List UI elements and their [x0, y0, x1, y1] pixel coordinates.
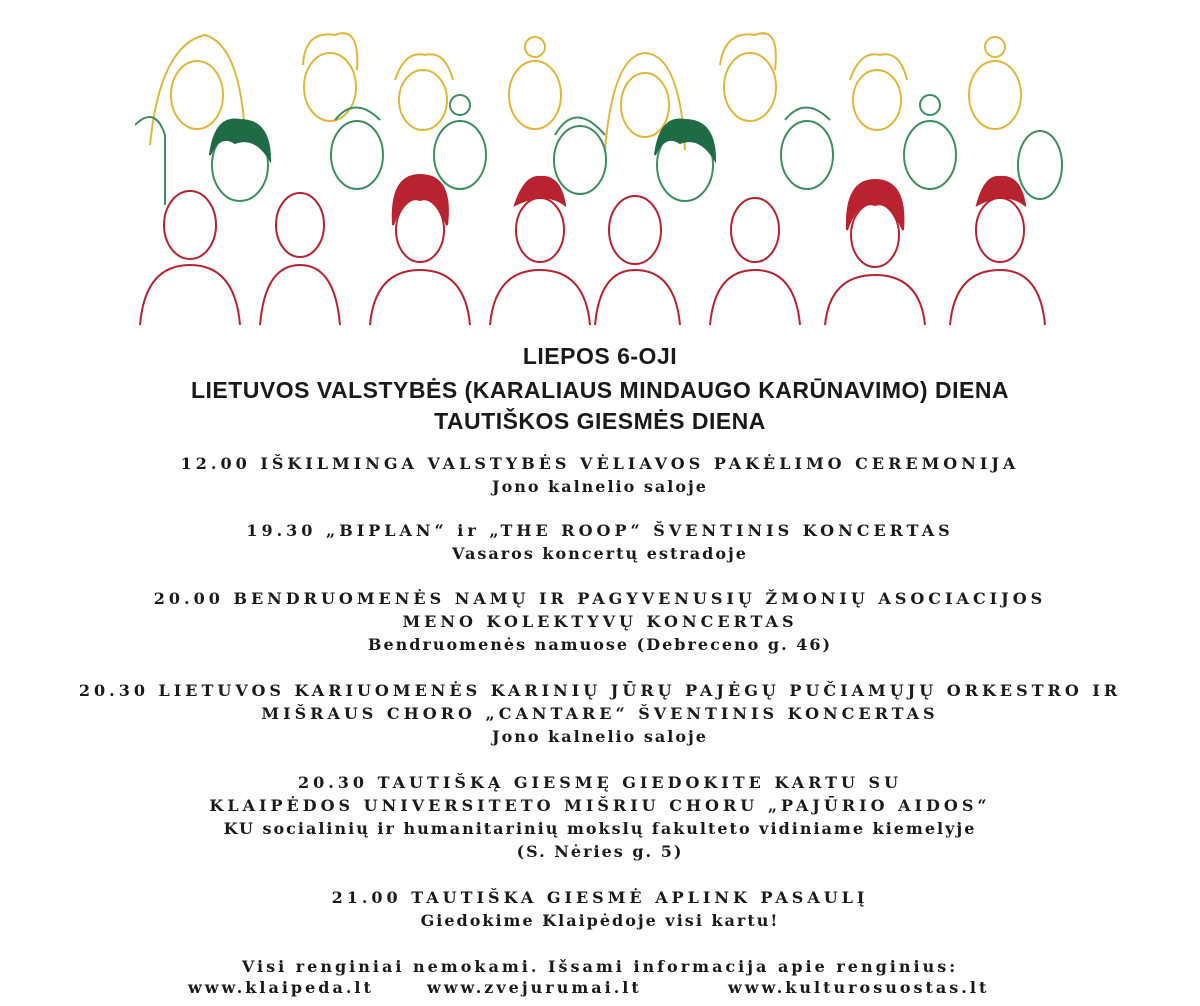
event-title-cont: MENO KOLEKTYVŲ KONCERTAS: [402, 612, 798, 631]
event-5: [0, 771, 1200, 863]
event-title: 20.30 TAUTIŠKĄ GIESMĘ GIEDOKITE KARTU SU: [297, 773, 903, 792]
footer-note: Visi renginiai nemokami. Išsami informacija apie renginius:: [241, 957, 959, 976]
link-klaipeda[interactable]: www.klaipeda.lt: [188, 978, 374, 997]
heading-date: LIEPOS 6-OJI: [522, 343, 678, 369]
event-location: Bendruomenės namuose (Debreceno g. 46): [367, 635, 833, 654]
event-title-cont: KLAIPĖDOS UNIVERSITETO MIŠRIU CHORU „PAJŪRIO AIDOS“: [209, 796, 991, 815]
event-location-cont: (S. Nėries g. 5): [516, 842, 684, 861]
event-4: [0, 679, 1200, 748]
event-title: 20.30 LIETUVOS KARIUOMENĖS KARINIŲ JŪRŲ PAJĖGŲ PUČIAMŲJŲ ORKESTRO IR: [78, 681, 1122, 700]
event-title-cont: MIŠRAUS CHORO „CANTARE“ ŠVENTINIS KONCERTAS: [261, 704, 939, 723]
event-title: 20.00 BENDRUOMENĖS NAMŲ IR PAGYVENUSIŲ ŽMONIŲ ASOCIACIJOS: [153, 589, 1047, 608]
heading-subtitle: TAUTIŠKOS GIESMĖS DIENA: [434, 408, 766, 434]
event-location: Jono kalnelio saloje: [492, 727, 708, 746]
link-kulturosuostas[interactable]: www.kulturosuostas.lt: [728, 978, 990, 997]
event-location: KU socialinių ir humanitarinių mokslų fakulteto vidiniame kiemelyje: [223, 819, 977, 838]
heading-title: LIETUVOS VALSTYBĖS (KARALIAUS MINDAUGO KARŪNAVIMO) DIENA: [190, 377, 1010, 403]
event-location: Vasaros koncertų estradoje: [452, 544, 748, 563]
event-location: Giedokime Klaipėdoje visi kartu!: [420, 911, 780, 930]
choir-illustration: [135, 25, 1065, 345]
event-2: [0, 519, 1200, 565]
event-location: Jono kalnelio saloje: [492, 477, 708, 496]
event-title: 19.30 „BIPLAN“ ir „THE ROOP“ ŠVENTINIS KONCERTAS: [246, 521, 954, 540]
event-title: 21.00 TAUTIŠKA GIESMĖ APLINK PASAULĮ: [331, 888, 869, 907]
event-1: [0, 452, 1200, 498]
event-6: [0, 886, 1200, 932]
event-3: [0, 587, 1200, 656]
link-zvejurumai[interactable]: www.zvejurumai.lt: [427, 978, 642, 997]
event-title: 12.00 IŠKILMINGA VALSTYBĖS VĖLIAVOS PAKĖLIMO CEREMONIJA: [180, 454, 1020, 473]
